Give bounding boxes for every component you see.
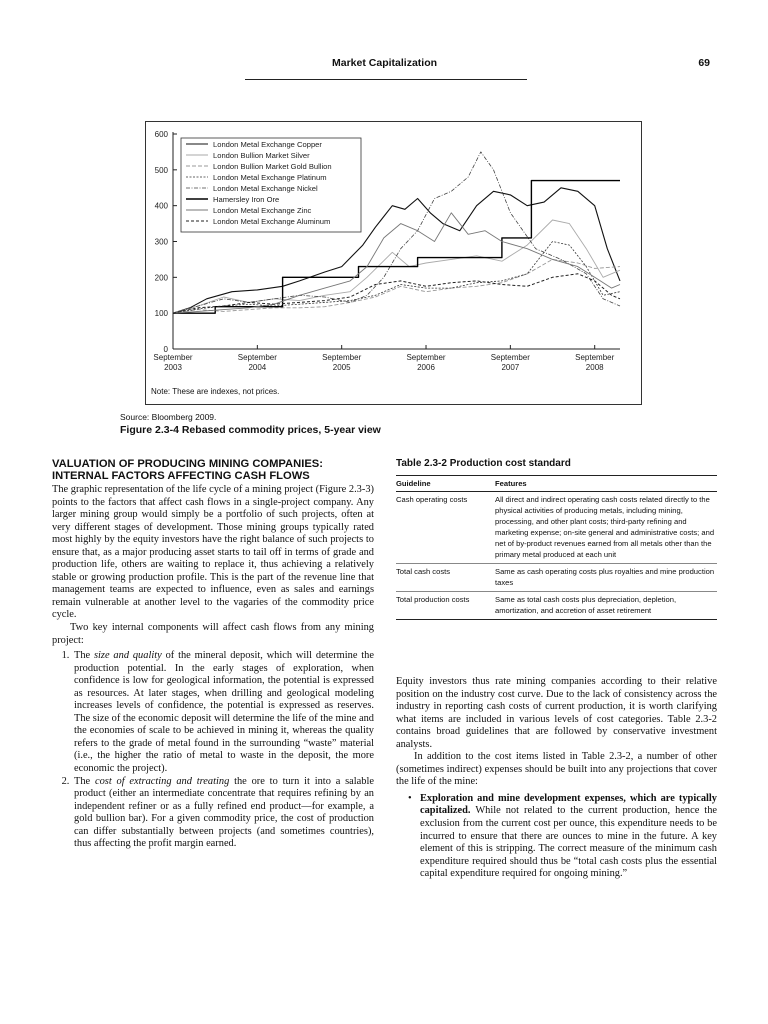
list-item-text: The bbox=[74, 650, 94, 662]
table-cell: Same as cash operating costs plus royalties and mine production taxes bbox=[495, 564, 717, 592]
paragraph: In addition to the cost items listed in Table 2.3-2, a number of other (sometimes indirect) expenses should be built into any projections that cover the life of the mine: bbox=[396, 751, 717, 788]
y-tick-label: 300 bbox=[154, 237, 168, 247]
legend-label: London Metal Exchange Nickel bbox=[213, 184, 318, 193]
list-item bbox=[72, 776, 374, 851]
table-cell: Total cash costs bbox=[396, 564, 495, 592]
x-tick-label: September bbox=[406, 353, 446, 362]
x-tick-label: September bbox=[575, 353, 615, 362]
y-tick-label: 0 bbox=[163, 345, 168, 354]
list-item-text: While not related to the current production, hence the exclusion from the current cost per ounce, this expenditure needs to be incurred to ensure that there are ounces to mine in the future. A key element of this is stripping. The correct measure of the minimum cash expenditure required should thus be “total cash costs plus the essential capital expenditure required for ongoing mining.” bbox=[420, 805, 717, 880]
left-column bbox=[52, 458, 374, 851]
x-tick-label: September bbox=[237, 353, 277, 362]
table-block bbox=[396, 458, 717, 620]
list-item bbox=[420, 793, 717, 881]
section-heading-line1: VALUATION OF PRODUCING MINING COMPANIES: bbox=[52, 458, 323, 470]
paragraph: Equity investors thus rate mining companies according to their relative position on the industry cost curve. Due to the lack of consistency across the industry in reporting cash costs of current production, it is worth clarifying what items are included in various levels of cost categories. Table 2.3-2 contains broad guidelines that are followed by conservative investment analysts. bbox=[396, 676, 717, 750]
table-row bbox=[396, 592, 717, 620]
y-tick-label: 200 bbox=[154, 273, 168, 283]
table-cell: Total production costs bbox=[396, 592, 495, 620]
right-column bbox=[396, 676, 717, 881]
legend-label: London Bullion Market Gold Bullion bbox=[213, 162, 332, 171]
list-item bbox=[72, 650, 374, 775]
paragraph: Two key internal components will affect cash flows from any mining project: bbox=[52, 622, 374, 646]
y-tick-label: 400 bbox=[154, 201, 168, 211]
x-tick-label: 2005 bbox=[332, 363, 351, 372]
x-tick-label: 2007 bbox=[501, 363, 520, 372]
legend-label: London Metal Exchange Aluminum bbox=[213, 217, 331, 226]
table-cell: Cash operating costs bbox=[396, 492, 495, 564]
table-row bbox=[396, 564, 717, 592]
legend-label: Hamersley Iron Ore bbox=[213, 195, 280, 204]
page-number: 69 bbox=[698, 57, 710, 69]
section-heading bbox=[52, 458, 374, 482]
legend-label: London Metal Exchange Copper bbox=[213, 140, 322, 149]
table-row bbox=[396, 492, 717, 564]
legend-label: London Metal Exchange Zinc bbox=[213, 206, 312, 215]
x-tick-label: 2004 bbox=[248, 363, 267, 372]
x-tick-label: September bbox=[322, 353, 362, 362]
figure-note: Note: These are indexes, not prices. bbox=[151, 387, 280, 396]
x-tick-label: 2006 bbox=[417, 363, 435, 372]
x-tick-label: 2008 bbox=[585, 363, 604, 372]
y-tick-label: 500 bbox=[154, 165, 168, 175]
y-tick-label: 600 bbox=[154, 130, 168, 139]
bullet-list bbox=[396, 793, 717, 881]
list-item-text: of the mineral deposit, which will determine the production potential. In the early stages of exploration, when confidence is low for geological information, the potential is expressed as resources. At later stages, when drilling and geological modeling increases levels of confidence, the potential is expressed as reserves. The size of the economic deposit will determine the life of the mine and the economies of scale to be achieved in mining it, whereas the quality refers to the grade of metal found in the surrounding “waste” material (i.e., the higher the ratio of metal to waste in the deposit, the more economic the project). bbox=[74, 650, 374, 775]
paragraph: The graphic representation of the life cycle of a mining project (Figure 2.3-3) points to the factors that affect cash flows in a single-project company. Any larger mining group would simply be a portfolio of such projects, often at very different stages of development. Those mining groups typically rated most highly by the equity investors have the right balance of such projects to ensure that, as a major producing asset starts to tail off in terms of grade and production life, others are waiting to replace it, thus achieving a relatively stable or growing production profile. This is the part of the revenue line that management teams are expected to influence, even as sales and earnings remain vulnerable at another level to the vagaries of the commodity price cycle. bbox=[52, 484, 374, 621]
running-title: Market Capitalization bbox=[332, 57, 438, 69]
legend-label: London Bullion Market Silver bbox=[213, 151, 310, 160]
list-item-text: the ore to turn it into a salable product (either an intermediate concentrate that requires refining by an independent refiner or as a fully refined end product—for example, a gold bullion bar). For a given commodity price, the cost of production can differ substantially between projects (and sometimes countries), thus affecting the profit margin earned. bbox=[74, 775, 374, 850]
table-title: Table 2.3-2 Production cost standard bbox=[396, 458, 571, 469]
y-tick-label: 100 bbox=[154, 309, 168, 319]
list-item-text: The bbox=[74, 775, 95, 787]
legend-label: London Metal Exchange Platinum bbox=[213, 173, 327, 182]
running-head bbox=[240, 55, 710, 75]
x-tick-label: September bbox=[490, 353, 530, 362]
emphasis: size and quality bbox=[94, 650, 162, 662]
column-header: Guideline bbox=[396, 476, 495, 492]
figure-caption: Figure 2.3-4 Rebased commodity prices, 5-year view bbox=[120, 424, 381, 436]
header-rule bbox=[245, 79, 527, 80]
bullet-lead: Exploration and mine development expenses, which are typically capitalized. bbox=[420, 792, 717, 817]
figure-source: Source: Bloomberg 2009. bbox=[120, 412, 217, 422]
emphasis: cost of extracting and treating bbox=[94, 775, 230, 787]
numbered-list bbox=[52, 650, 374, 851]
table-cell: Same as total cash costs plus depreciation, depletion, amortization, and accretion of asset retirement bbox=[495, 592, 717, 620]
x-tick-label: September bbox=[153, 353, 193, 362]
cost-table bbox=[396, 475, 717, 620]
column-header: Features bbox=[495, 476, 717, 492]
section-heading-line2: INTERNAL FACTORS AFFECTING CASH FLOWS bbox=[52, 470, 310, 482]
table-cell: All direct and indirect operating cash costs related directly to the physical activities of producing metals, including mining, processing, and other plant costs; third-party refining and marketing expense; on-site general and administrative costs; and net of by-product revenues earned from all metals other than the primary metal produced at each unit bbox=[495, 492, 717, 564]
figure-frame bbox=[145, 121, 642, 405]
commodity-chart bbox=[146, 122, 641, 404]
x-tick-label: 2003 bbox=[164, 363, 182, 372]
table-header-row bbox=[396, 476, 717, 492]
